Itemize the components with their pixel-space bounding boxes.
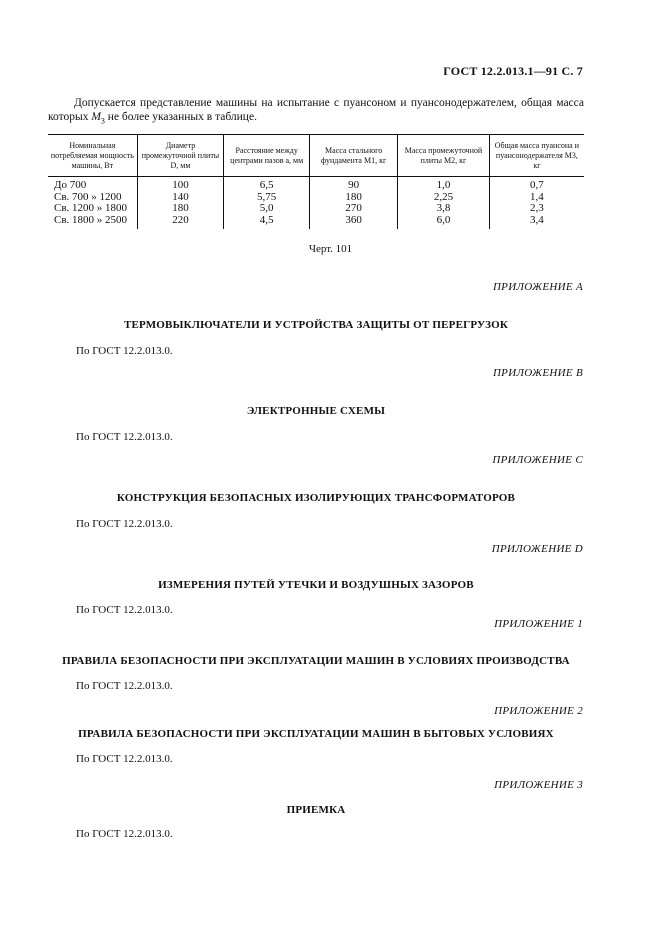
- section-title-b: ЭЛЕКТРОННЫЕ СХЕМЫ: [246, 405, 386, 417]
- table-cell: 5,75: [224, 192, 310, 204]
- section-reference-2: По ГОСТ 12.2.013.0.: [76, 753, 173, 765]
- header-punch-mass: Общая масса пуансона и пуансонодержателя M3, кг: [489, 135, 584, 177]
- table-cell: Св. 700 » 1200: [54, 190, 122, 203]
- table-cell: 5,0: [224, 203, 310, 215]
- figure-caption: Черт. 101: [308, 243, 353, 255]
- table-cell: 3,8: [398, 203, 490, 215]
- table-cell: 180: [137, 203, 223, 215]
- table-cell: Св. 1200 » 1800: [54, 202, 128, 214]
- table-cell: До 700: [54, 179, 87, 191]
- section-title-a: ТЕРМОВЫКЛЮЧАТЕЛИ И УСТРОЙСТВА ЗАЩИТЫ ОТ ПЕРЕГРУЗОК: [123, 319, 509, 331]
- table-cell: 2,25: [398, 192, 490, 204]
- appendix-label-a: ПРИЛОЖЕНИЕ А: [492, 281, 583, 293]
- header-power: Номинальная потребляемая мощность машины, Вт: [48, 135, 137, 177]
- intro-subscript: 3: [100, 116, 105, 126]
- table-cell: 3,4: [489, 215, 584, 230]
- intro-text-after: не более указанных в таблице.: [104, 111, 257, 123]
- section-reference-1: По ГОСТ 12.2.013.0.: [76, 680, 173, 692]
- table-cell: 6,5: [224, 177, 310, 192]
- parameters-table: [48, 134, 584, 229]
- table-cell: 2,3: [489, 203, 584, 215]
- table-cell: 0,7: [489, 177, 584, 192]
- table-row: [48, 192, 584, 204]
- section-title-3: ПРИЕМКА: [286, 804, 346, 816]
- table-cell: 360: [310, 215, 398, 230]
- header-plate-mass: Масса промежуточной плиты M2, кг: [398, 135, 490, 177]
- table-cell: 270: [310, 203, 398, 215]
- appendix-label-b: ПРИЛОЖЕНИЕ В: [492, 367, 583, 379]
- appendix-label-3: ПРИЛОЖЕНИЕ 3: [494, 779, 583, 791]
- table-cell: 220: [137, 215, 223, 230]
- table-cell: 1,4: [489, 192, 584, 204]
- appendix-label-1: ПРИЛОЖЕНИЕ 1: [494, 618, 583, 630]
- appendix-label-d: ПРИЛОЖЕНИЕ D: [491, 543, 583, 555]
- table-cell: 6,0: [398, 215, 490, 230]
- table-cell: 100: [137, 177, 223, 192]
- table-cell: 140: [137, 192, 223, 204]
- appendix-label-c: ПРИЛОЖЕНИЕ С: [492, 454, 583, 466]
- section-title-c: КОНСТРУКЦИЯ БЕЗОПАСНЫХ ИЗОЛИРУЮЩИХ ТРАНСФОРМАТОРОВ: [116, 492, 516, 504]
- appendix-label-2: ПРИЛОЖЕНИЕ 2: [494, 705, 583, 717]
- table-cell: 4,5: [224, 215, 310, 230]
- section-title-2: ПРАВИЛА БЕЗОПАСНОСТИ ПРИ ЭКСПЛУАТАЦИИ МАШИН В БЫТОВЫХ УСЛОВИЯХ: [78, 728, 554, 740]
- table-row: [48, 177, 584, 192]
- header-plate-diameter: Диаметр промежуточной плиты D, мм: [137, 135, 223, 177]
- section-reference-d: По ГОСТ 12.2.013.0.: [76, 604, 173, 616]
- table-cell: Св. 1800 » 2500: [54, 213, 128, 226]
- header-groove-distance: Расстояние между центрами пазов a, мм: [224, 135, 310, 177]
- section-reference-c: По ГОСТ 12.2.013.0.: [76, 518, 173, 530]
- section-reference-a: По ГОСТ 12.2.013.0.: [76, 345, 173, 357]
- table-cell: 1,0: [398, 177, 490, 192]
- intro-paragraph: [48, 96, 584, 128]
- section-reference-b: По ГОСТ 12.2.013.0.: [76, 431, 173, 443]
- section-title-d: ИЗМЕРЕНИЯ ПУТЕЙ УТЕЧКИ И ВОЗДУШНЫХ ЗАЗОРОВ: [158, 579, 474, 591]
- intro-symbol: M: [91, 111, 101, 123]
- table-cell: 180: [310, 192, 398, 204]
- table-cell: 90: [310, 177, 398, 192]
- table-row: [48, 203, 584, 215]
- table-row: [48, 215, 584, 230]
- header-foundation-mass: Масса стального фундамента M1, кг: [310, 135, 398, 177]
- section-reference-3: По ГОСТ 12.2.013.0.: [76, 828, 173, 840]
- intro-text-before: Допускается представление машины на испытание с пуансоном и пуансонодержателем, общая масса которых: [48, 97, 584, 123]
- document-header: ГОСТ 12.2.013.1—91 С. 7: [443, 64, 583, 78]
- section-title-1: ПРАВИЛА БЕЗОПАСНОСТИ ПРИ ЭКСПЛУАТАЦИИ МАШИН В УСЛОВИЯХ ПРОИЗВОДСТВА: [62, 655, 570, 667]
- table-header-row: [48, 135, 584, 177]
